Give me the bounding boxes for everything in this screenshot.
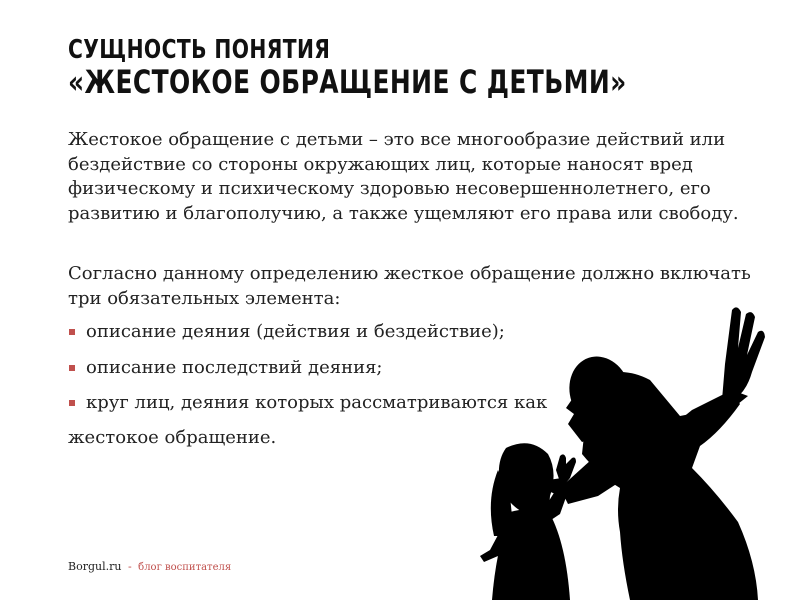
intro-line: три обязательных элемента: (68, 287, 341, 309)
list-continuation: жестокое обращение. (68, 427, 277, 448)
definition-paragraph (68, 128, 748, 226)
title-line-1: СУЩНОСТЬ ПОНЯТИЯ (68, 35, 331, 65)
definition-line: развитию и благополучию, а также ущемляют его права или свободу. (68, 202, 739, 224)
footer (68, 560, 231, 573)
definition-line: бездействие со стороны окружающих лиц, которые наносят вред (68, 153, 693, 175)
bullet-marker-icon (69, 365, 75, 371)
footer-site: Borgul.ru (68, 560, 122, 573)
definition-line: физическому и психическому здоровью несовершеннолетнего, его (68, 178, 711, 199)
bullet-marker-icon (69, 329, 75, 335)
footer-separator: - (127, 560, 132, 573)
list-item-text: описание деяния (действия и бездействие); (86, 321, 505, 342)
intro-line: Согласно данному определению жесткое обращение должно включать (68, 263, 751, 284)
footer-tagline: блог воспитателя (138, 562, 232, 573)
definition-line: Жестокое обращение с детьми – это все многообразие действий или (68, 129, 726, 150)
page-title (68, 36, 627, 100)
bullet-marker-icon (69, 400, 75, 406)
list-item-text: круг лиц, деяния которых рассматриваются как (86, 392, 548, 413)
list-item-text: описание последствий деяния; (86, 356, 383, 378)
adult-striking-child-silhouette-icon (470, 300, 770, 600)
title-line-2: «ЖЕСТОКОЕ ОБРАЩЕНИЕ С ДЕТЬМИ» (68, 63, 627, 101)
